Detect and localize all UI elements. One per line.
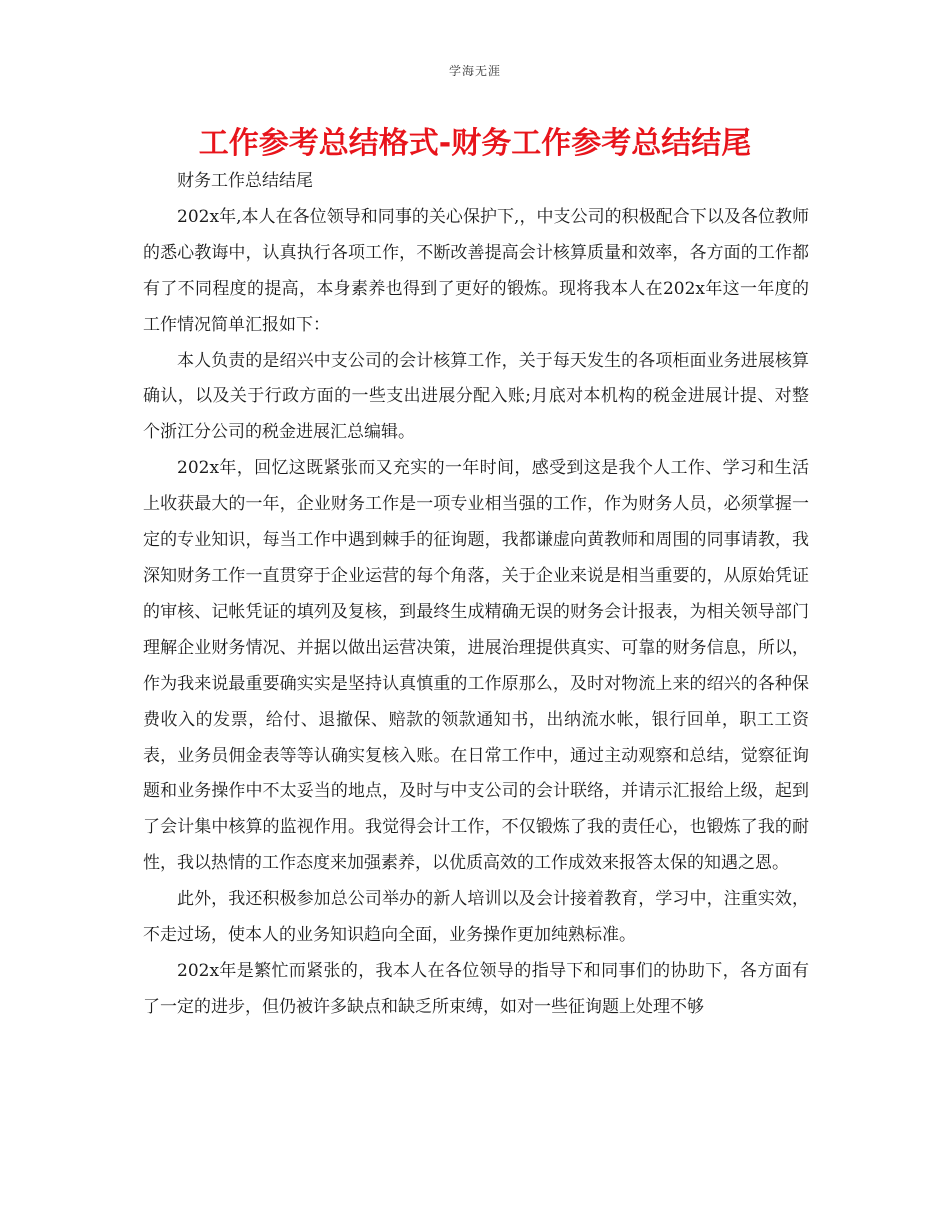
paragraph-year-review: 202x年，回忆这既紧张而又充实的一年时间，感受到这是我个人工作、学习和生活上收获最大的一年，企业财务工作是一项专业相当强的工作，作为财务人员，必须掌握一定的专业知识，每当工作中遇到棘手的征询题，我都谦虚向黄教师和周围的同事请教，我深知财务工作一直贯穿于企业运营的每个角落，关于企业来说是相当重要的，从原始凭证的审核、记帐凭证的填列及复核，到最终生成精确无误的财务会计报表，为相关领导部门理解企业财务情况、并据以做出运营决策，进展治理提供真实、可靠的财务信息，所以，作为我来说最重要确实实是坚持认真慎重的工作原那么，及时对物流上来的绍兴的各种保费收入的发票，给付、退撤保、赔款的领款通知书，出纳流水帐，银行回单，职工工资表，业务员佣金表等等认确实复核入账。在日常工作中，通过主动观察和总结，觉察征询题和业务操作中不太妥当的地点，及时与中支公司的会计联络，并请示汇报给上级，起到了会计集中核算的监视作用。我觉得会计工作，不仅锻炼了我的责任心，也锻炼了我的耐性，我以热情的工作态度来加强素养，以优质高效的工作成效来报答太保的知遇之恩。 xyxy=(143,458,809,874)
document-subtitle: 财务工作总结结尾 xyxy=(177,171,313,191)
document-title: 工作参考总结格式-财务工作参考总结结尾 xyxy=(198,126,752,161)
paragraph-responsibilities: 本人负责的是绍兴中支公司的会计核算工作，关于每天发生的各项柜面业务进展核算确认，以及关于行政方面的一些支出进展分配入账;月底对本机构的税金进展计提、对整个浙江分公司的税金进展汇总编辑。 xyxy=(143,350,809,443)
paragraph-shortcomings: 202x年是繁忙而紧张的，我本人在各位领导的指导下和同事们的协助下，各方面有了一定的进步，但仍被许多缺点和缺乏所束缚，如对一些征询题上处理不够 xyxy=(143,960,809,1017)
page-header-note: 学海无涯 xyxy=(448,64,501,78)
paragraph-training: 此外，我还积极参加总公司举办的新人培训以及会计接着教育，学习中，注重实效，不走过场，使本人的业务知识趋向全面，业务操作更加纯熟标准。 xyxy=(143,889,809,946)
paragraph-intro: 202x年,本人在各位领导和同事的关心保护下,，中支公司的积极配合下以及各位教师的悉心教诲中，认真执行各项工作，不断改善提高会计核算质量和效率，各方面的工作都有了不同程度的提高，本身素养也得到了更好的锻炼。现将我本人在202x年这一年度的工作情况简单汇报如下： xyxy=(143,206,809,335)
document-body xyxy=(143,164,809,1026)
